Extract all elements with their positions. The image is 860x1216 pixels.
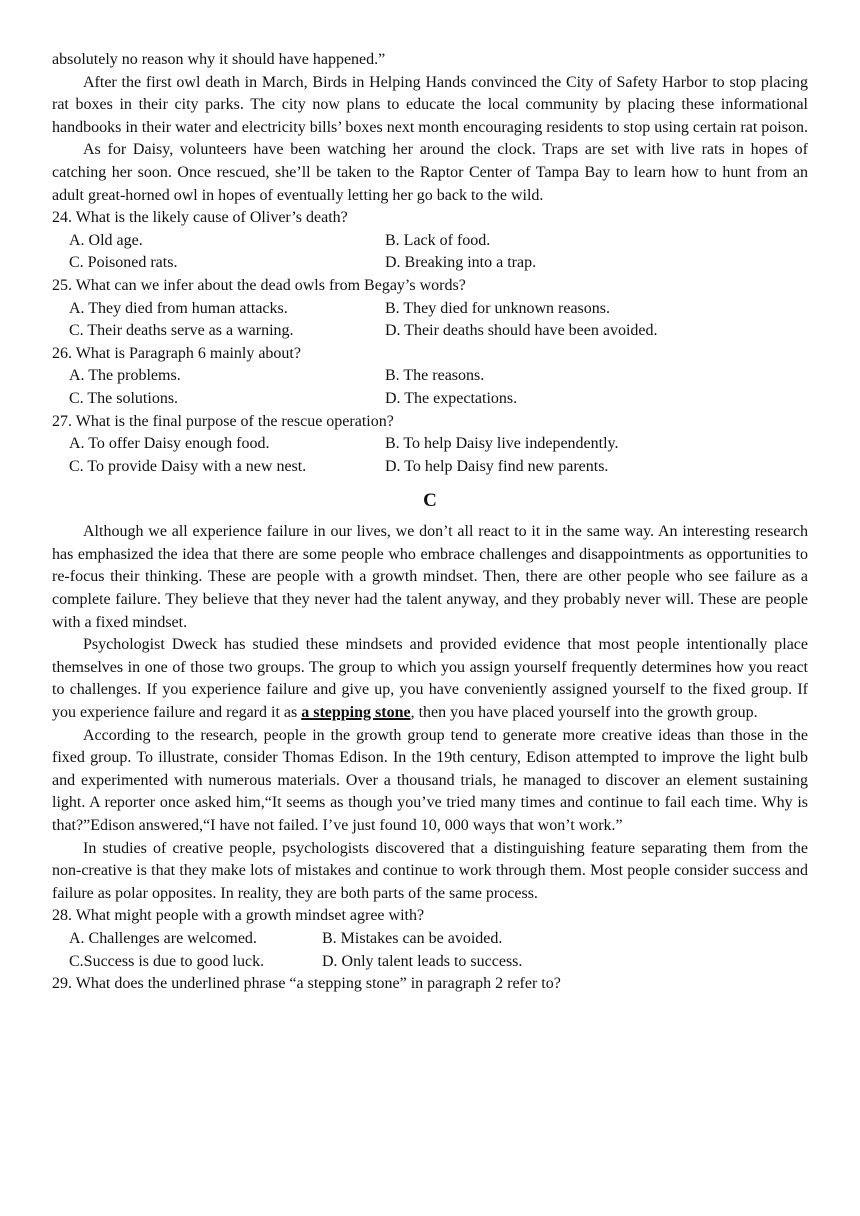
underlined-phrase: a stepping stone: [301, 704, 411, 722]
question-stem: 29. What does the underlined phrase “a stepping stone” in paragraph 2 refer to?: [52, 975, 561, 993]
passage-c-paragraph-4: In studies of creative people, psychologists discovered that a distinguishing feature separating them from the non-creative is that they make lots of mistakes and continue to work through them. Most people consider success and failure as polar opposites. In reality, they are both parts of the same process.: [52, 839, 808, 902]
question-24: [52, 207, 808, 275]
question-28: [52, 905, 808, 973]
answer-options: [52, 928, 808, 973]
answer-options: [52, 365, 808, 410]
option-d[interactable]: D. Their deaths should have been avoided.: [385, 322, 658, 340]
question-25: [52, 275, 808, 343]
option-a[interactable]: A. Old age.: [69, 231, 143, 249]
answer-options: [52, 298, 808, 343]
question-stem: 27. What is the final purpose of the rescue operation?: [52, 412, 394, 430]
question-stem: 28. What might people with a growth mindset agree with?: [52, 907, 425, 925]
passage-c-paragraph-3: According to the research, people in the growth group tend to generate more creative ideas than those in the fixed group. To illustrate, consider Thomas Edison. In the 19th century, Edison attempted to improve the light bulb and experimented with numerous materials. Over a thousand trials, he managed to discover an element sustaining light. A reporter once asked him,“It seems as though you’ve tried many times and continue to fail each time. Why is that?”Edison answered,“I have not failed. I’ve just found 10, 000 ways that won’t work.”: [52, 726, 808, 834]
question-stem: 26. What is Paragraph 6 mainly about?: [52, 344, 301, 362]
passage-b-paragraph: As for Daisy, volunteers have been watching her around the clock. Traps are set with live rats in hopes of catching her soon. Once rescued, she’ll be taken to the Raptor Center of Tampa Bay to learn how to hunt from an adult great-horned owl in hopes of eventually letting her go back to the wild.: [52, 141, 808, 204]
option-d[interactable]: D. The expectations.: [385, 389, 518, 407]
option-b[interactable]: B. Lack of food.: [385, 231, 491, 249]
question-29: [52, 973, 808, 996]
passage-b-continuation: absolutely no reason why it should have happened.”: [52, 51, 386, 68]
section-title: C: [423, 490, 437, 512]
paragraph-text: Psychologist Dweck has studied these mindsets and provided evidence that most people intentionally place themselves in one of those two groups. The group to which you assign yourself frequently determines how you react to challenges. If you experience failure and give up, you have conveniently assigned yourself to the fixed group. If you experience failure and regard it as: [52, 636, 808, 722]
option-d[interactable]: D. To help Daisy find new parents.: [385, 457, 609, 475]
option-c[interactable]: C. Their deaths serve as a warning.: [69, 322, 294, 340]
question-26: [52, 343, 808, 411]
question-27: [52, 411, 808, 479]
answer-options: [52, 433, 808, 478]
option-a[interactable]: A. The problems.: [69, 367, 181, 385]
passage-b-paragraph: After the first owl death in March, Birds in Helping Hands convinced the City of Safety Harbor to stop placing rat boxes in their city parks. The city now plans to educate the local community by placing these informational handbooks in their water and electricity bills’ boxes next month encouraging residents to stop using certain rat poison.: [52, 73, 808, 136]
option-b[interactable]: B. Mistakes can be avoided.: [322, 929, 503, 947]
option-c[interactable]: C. Poisoned rats.: [69, 254, 178, 272]
answer-options: [52, 230, 808, 275]
option-c[interactable]: C. To provide Daisy with a new nest.: [69, 457, 307, 475]
option-c[interactable]: C.Success is due to good luck.: [69, 952, 265, 970]
option-c[interactable]: C. The solutions.: [69, 389, 179, 407]
option-d[interactable]: D. Only talent leads to success.: [322, 952, 523, 970]
option-d[interactable]: D. Breaking into a trap.: [385, 254, 537, 272]
option-b[interactable]: B. To help Daisy live independently.: [385, 435, 619, 453]
option-b[interactable]: B. The reasons.: [385, 367, 485, 385]
option-a[interactable]: A. They died from human attacks.: [69, 299, 288, 317]
paragraph-text: , then you have placed yourself into the growth group.: [410, 704, 758, 722]
option-b[interactable]: B. They died for unknown reasons.: [385, 299, 610, 317]
question-stem: 25. What can we infer about the dead owls from Begay’s words?: [52, 276, 466, 294]
passage-c-paragraph-2: [52, 634, 808, 724]
question-stem: 24. What is the likely cause of Oliver’s death?: [52, 209, 348, 227]
option-a[interactable]: A. To offer Daisy enough food.: [69, 435, 270, 453]
passage-c-paragraph-1: Although we all experience failure in our lives, we don’t all react to it in the same way. An interesting research has emphasized the idea that there are some people who embrace challenges and disappointments as opportunities to re-focus their thinking. These are people with a growth mindset. Then, there are other people who see failure as a complete failure. They believe that they never had the talent anyway, and they probably never will. These are people with a fixed mindset.: [52, 523, 808, 631]
option-a[interactable]: A. Challenges are welcomed.: [69, 929, 257, 947]
